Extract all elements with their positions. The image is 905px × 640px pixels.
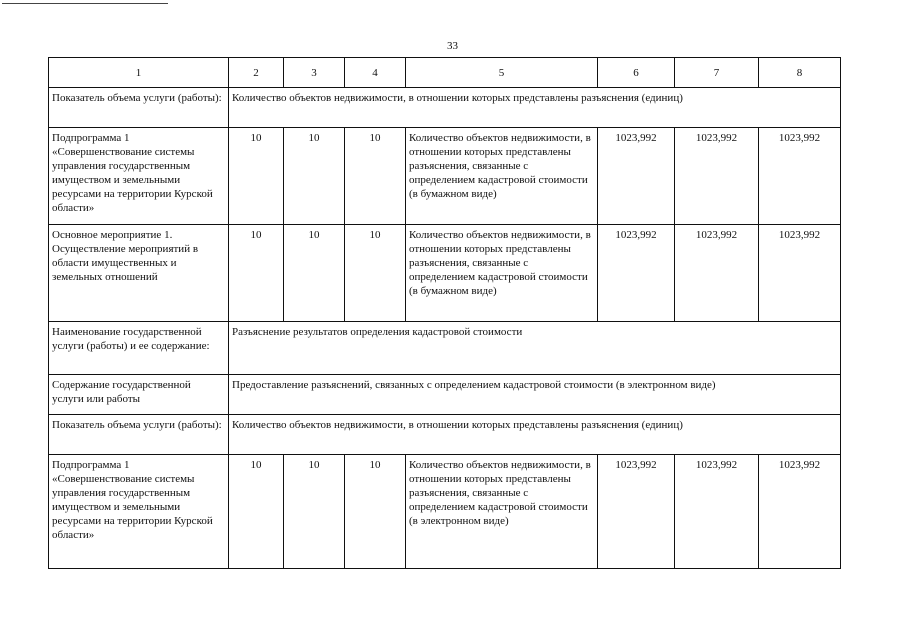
cell-col6: 1023,992	[598, 455, 675, 569]
row-label: Показатель объема услуги (работы):	[49, 415, 229, 455]
column-header: 2	[229, 58, 284, 88]
cell-col4: 10	[345, 128, 406, 225]
cell-col2: 10	[229, 128, 284, 225]
cell-col3: 10	[284, 455, 345, 569]
row-span-text: Предоставление разъяснений, связанных с определением кадастровой стоимости (в электронном виде)	[229, 375, 841, 415]
cell-col5: Количество объектов недвижимости, в отношении которых представлены разъяснения, связанные с определением кадастровой стоимости (в бумажном виде)	[406, 225, 598, 322]
cell-col8: 1023,992	[759, 128, 841, 225]
cell-col2: 10	[229, 225, 284, 322]
table-row	[49, 415, 841, 455]
cell-col7: 1023,992	[675, 455, 759, 569]
cell-col7: 1023,992	[675, 128, 759, 225]
cell-col4: 10	[345, 455, 406, 569]
table-row	[49, 455, 841, 569]
cell-col8: 1023,992	[759, 455, 841, 569]
row-span-text: Количество объектов недвижимости, в отношении которых представлены разъяснения (единиц)	[229, 88, 841, 128]
column-header: 3	[284, 58, 345, 88]
column-number-row	[49, 58, 841, 88]
page-number: 33	[447, 40, 458, 52]
row-label: Наименование государственной услуги (работы) и ее содержание:	[49, 322, 229, 375]
column-header: 6	[598, 58, 675, 88]
table-row	[49, 375, 841, 415]
row-span-text: Количество объектов недвижимости, в отношении которых представлены разъяснения (единиц)	[229, 415, 841, 455]
cell-col6: 1023,992	[598, 225, 675, 322]
row-label: Основное мероприятие 1. Осуществление мероприятий в области имущественных и земельных отношений	[49, 225, 229, 322]
cell-col5: Количество объектов недвижимости, в отношении которых представлены разъяснения, связанные с определением кадастровой стоимости (в электронном виде)	[406, 455, 598, 569]
table-row	[49, 128, 841, 225]
column-header: 1	[49, 58, 229, 88]
cell-col7: 1023,992	[675, 225, 759, 322]
table-row	[49, 322, 841, 375]
row-span-text: Разъяснение результатов определения кадастровой стоимости	[229, 322, 841, 375]
top-rule	[2, 3, 168, 4]
cell-col3: 10	[284, 128, 345, 225]
service-indicators-table	[48, 57, 841, 569]
table-row	[49, 88, 841, 128]
cell-col2: 10	[229, 455, 284, 569]
cell-col4: 10	[345, 225, 406, 322]
row-label: Подпрограмма 1 «Совершенствование системы управления государственным имуществом и земельными ресурсами на территории Курской области»	[49, 128, 229, 225]
column-header: 7	[675, 58, 759, 88]
row-label: Подпрограмма 1 «Совершенствование системы управления государственным имуществом и земельными ресурсами на территории Курской области»	[49, 455, 229, 569]
cell-col6: 1023,992	[598, 128, 675, 225]
table-row	[49, 225, 841, 322]
cell-col3: 10	[284, 225, 345, 322]
row-label: Показатель объема услуги (работы):	[49, 88, 229, 128]
column-header: 5	[406, 58, 598, 88]
cell-col5: Количество объектов недвижимости, в отношении которых представлены разъяснения, связанные с определением кадастровой стоимости (в бумажном виде)	[406, 128, 598, 225]
row-label: Содержание государственной услуги или работы	[49, 375, 229, 415]
column-header: 4	[345, 58, 406, 88]
column-header: 8	[759, 58, 841, 88]
cell-col8: 1023,992	[759, 225, 841, 322]
